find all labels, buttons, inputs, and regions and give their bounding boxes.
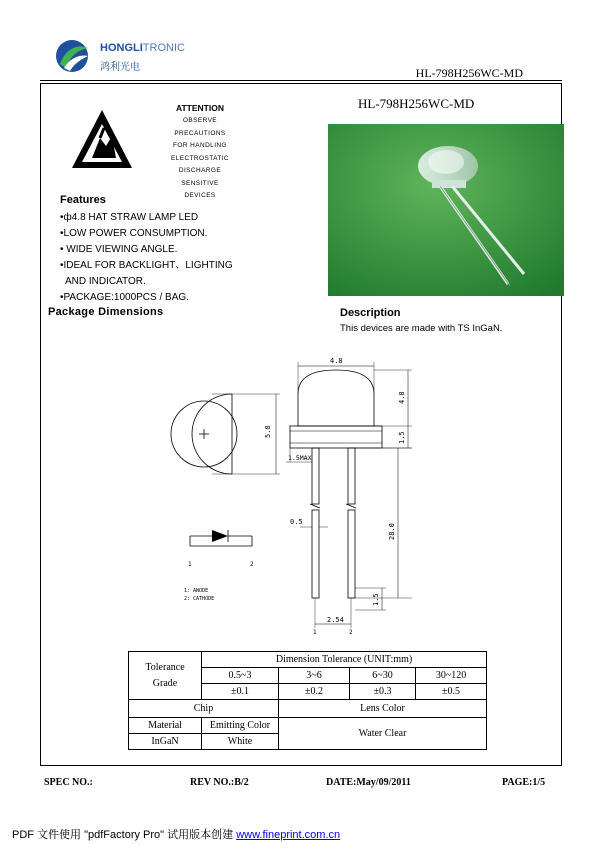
part-title: HL-798H256WC-MD: [358, 96, 475, 111]
feature-item: • WIDE VIEWING ANGLE.: [60, 244, 178, 255]
feature-item: •ф4.8 HAT STRAW LAMP LED: [60, 212, 199, 223]
page-number: PAGE:1/5: [502, 777, 546, 788]
chip-header: Chip: [129, 700, 279, 718]
symbol-pin-2: 2: [250, 561, 254, 568]
legend-cathode: 2: CATHODE: [184, 596, 215, 602]
dim-pitch: 2.54: [327, 616, 344, 624]
esd-line: DEVICES: [184, 192, 216, 199]
range-cell: 30~120: [416, 668, 487, 684]
material-header: Material: [129, 718, 202, 734]
esd-line: ELECTROSTATIC: [170, 154, 230, 162]
features-section: [60, 194, 330, 306]
fineprint-link[interactable]: www.fineprint.com.cn: [236, 829, 341, 841]
pdf-watermark-note: [12, 826, 340, 842]
package-drawing: [150, 350, 440, 640]
range-cell: 3~6: [279, 668, 350, 684]
legend-anode: 1: ANODE: [184, 588, 209, 594]
dim-length: 28.0: [388, 523, 396, 540]
header-part-number: HL-798H256WC-MD: [415, 66, 523, 80]
top-view-outline: [192, 394, 232, 474]
range-cell: 0.5~3: [202, 668, 279, 684]
features-title: Features: [60, 194, 106, 206]
brand-name-light: TRONIC: [142, 42, 185, 54]
product-photo: [328, 124, 564, 296]
esd-attention-title: ATTENTION: [175, 103, 224, 113]
pdf-note-text: PDF 文件使用 "pdfFactory Pro" 试用版本创建: [12, 829, 237, 841]
logo-mark-icon: [52, 38, 94, 74]
diode-symbol-icon: [212, 530, 228, 542]
feature-item: AND INDICATOR.: [60, 276, 146, 287]
esd-line: FOR HANDLING: [173, 142, 227, 149]
dim-width: 4.8: [330, 357, 343, 365]
dim-bottom: 1.5: [372, 593, 380, 606]
feature-item: •LOW POWER CONSUMPTION.: [60, 228, 208, 239]
esd-line: DISCHARGE: [178, 167, 222, 174]
lens-color-value: Water Clear: [279, 718, 487, 750]
esd-line: SENSITIVE: [181, 179, 219, 187]
tolerance-table: [128, 651, 487, 750]
lens-color-header: Lens Color: [279, 700, 487, 718]
side-view-dome: [298, 370, 374, 426]
dim-body: 5.8: [264, 425, 272, 438]
description-text: This devices are made with TS InGaN.: [340, 323, 503, 334]
rev-no: REV NO.:B/2: [190, 777, 249, 788]
package-dimensions-title: Package Dimensions: [48, 306, 164, 318]
brand-name-cn: 鸿利光电: [100, 62, 140, 73]
pin-2-label: 2: [349, 629, 353, 636]
brand-name: HONGLI: [100, 42, 143, 54]
pin-1-label: 1: [313, 629, 317, 636]
description-title: Description: [340, 307, 401, 319]
dim-max: 1.5MAX: [288, 454, 312, 462]
emitting-color-value: White: [202, 734, 279, 750]
dim-lead: 0.5: [290, 518, 303, 526]
company-logo: [52, 38, 192, 74]
tolerance-grade-header: Tolerance Grade: [129, 652, 202, 700]
range-cell: 6~30: [350, 668, 416, 684]
feature-item: •PACKAGE:1000PCS / BAG.: [60, 292, 189, 303]
material-value: InGaN: [129, 734, 202, 750]
esd-warning-icon: [70, 108, 134, 170]
emitting-color-header: Emitting Color: [202, 718, 279, 734]
feature-item: •IDEAL FOR BACKLIGHT、LIGHTING: [60, 260, 233, 271]
tolerance-value-cell: ±0.5: [416, 684, 487, 700]
tolerance-value-cell: ±0.1: [202, 684, 279, 700]
tolerance-value-cell: ±0.2: [279, 684, 350, 700]
footer-date: DATE:May/09/2011: [326, 777, 411, 788]
page-footer: [40, 777, 562, 791]
header-rule: [40, 80, 562, 81]
tolerance-value-cell: ±0.3: [350, 684, 416, 700]
dim-dome: 4.8: [398, 391, 406, 404]
spec-no: SPEC NO.:: [44, 777, 93, 788]
esd-attention-block: [160, 103, 240, 203]
side-view-flange: [290, 426, 382, 448]
symbol-pin-1: 1: [188, 561, 192, 568]
dim-flange: 1.5: [398, 431, 406, 444]
tolerance-title: Dimension Tolerance (UNIT:mm): [202, 652, 487, 668]
esd-line: OBSERVE PRECAUTIONS: [174, 117, 226, 137]
